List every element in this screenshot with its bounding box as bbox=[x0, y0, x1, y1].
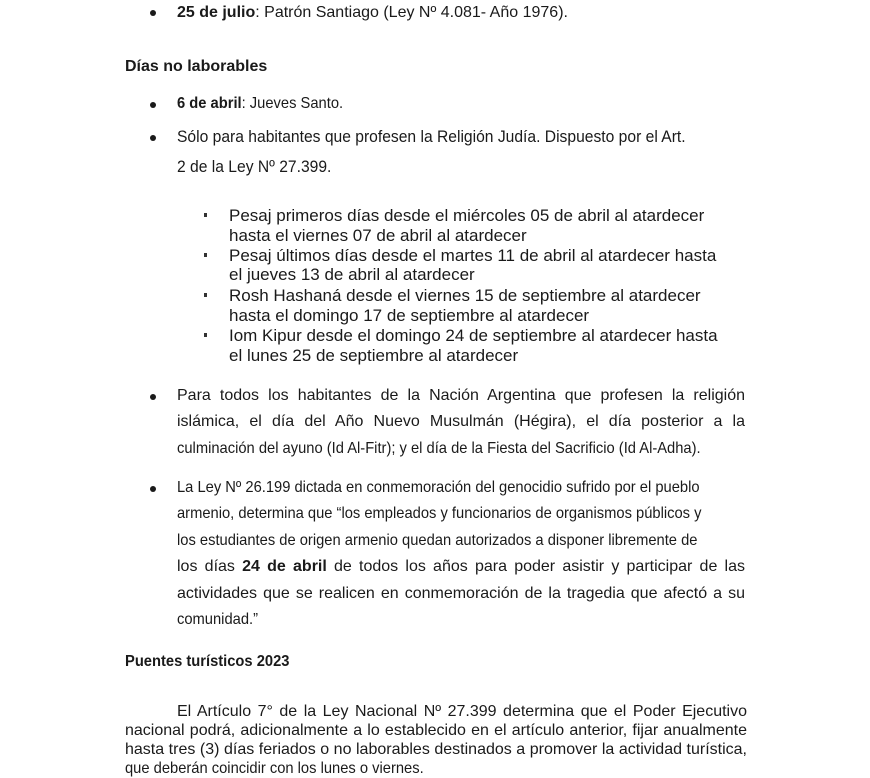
item-date: 25 de julio bbox=[177, 4, 256, 21]
list-item-text: comunidad.” bbox=[177, 611, 259, 628]
bullet-icon bbox=[150, 135, 156, 141]
paragraph-line: nacional podrá, adicionalmente a lo establecido en el artículo anterior, fijar anualmente bbox=[125, 722, 747, 739]
section-heading: Puentes turísticos 2023 bbox=[125, 653, 290, 670]
list-item-text: 2 de la Ley Nº 27.399. bbox=[177, 157, 332, 176]
list-item-text: islámica, el día del Año Nuevo Musulmán (Hégira), el día posterior a la bbox=[177, 413, 745, 430]
bullet-icon bbox=[150, 486, 156, 492]
list-item-text bbox=[177, 558, 745, 576]
list-item bbox=[177, 4, 568, 22]
sub-item-text: el lunes 25 de septiembre al atardecer bbox=[229, 346, 519, 365]
sub-item-text: hasta el domingo 17 de septiembre al atardecer bbox=[229, 306, 590, 325]
item-text: : Patrón Santiago (Ley Nº 4.081- Año 1976). bbox=[255, 4, 568, 21]
list-item-text: los estudiantes de origen armenio quedan autorizados a disponer libremente de bbox=[177, 532, 698, 549]
list-item-text: La Ley Nº 26.199 dictada en conmemoración del genocidio sufrido por el pueblo bbox=[177, 479, 700, 496]
paragraph-line: hasta tres (3) días feriados o no laborables destinados a promover la actividad turística, bbox=[125, 741, 747, 758]
square-bullet-icon bbox=[204, 293, 207, 297]
item-date: 6 de abril bbox=[177, 95, 242, 112]
list-item-text: Sólo para habitantes que profesen la Religión Judía. Dispuesto por el Art. bbox=[177, 127, 686, 146]
section-heading: Días no laborables bbox=[125, 58, 268, 75]
list-item-text: armenio, determina que “los empleados y funcionarios de organismos públicos y bbox=[177, 505, 702, 522]
sub-item-text: hasta el viernes 07 de abril al atardecer bbox=[229, 226, 527, 245]
highlight-date: 24 de abril bbox=[242, 558, 327, 575]
sub-item-text: Rosh Hashaná desde el viernes 15 de septiembre al atardecer bbox=[229, 286, 701, 305]
square-bullet-icon bbox=[204, 333, 207, 337]
list-item bbox=[177, 95, 343, 113]
list-item-text: actividades que se realicen en conmemoración de la tragedia que afectó a su bbox=[177, 585, 745, 602]
sub-item-text: Iom Kipur desde el domingo 24 de septiembre al atardecer hasta bbox=[229, 326, 718, 345]
bullet-icon bbox=[150, 102, 156, 108]
text-segment: de todos los años para poder asistir y participar de las bbox=[326, 558, 745, 575]
paragraph-line: que deberán coincidir con los lunes o viernes. bbox=[125, 760, 424, 777]
list-item-text: Para todos los habitantes de la Nación Argentina que profesen la religión bbox=[177, 387, 745, 404]
square-bullet-icon bbox=[204, 213, 207, 217]
list-item-text: culminación del ayuno (Id Al-Fitr); y el día de la Fiesta del Sacrificio (Id Al-Adha). bbox=[177, 440, 701, 457]
square-bullet-icon bbox=[204, 253, 207, 257]
bullet-icon bbox=[150, 10, 156, 16]
sub-item-text: el jueves 13 de abril al atardecer bbox=[229, 265, 475, 284]
sub-item-text: Pesaj últimos días desde el martes 11 de abril al atardecer hasta bbox=[229, 246, 717, 265]
bullet-icon bbox=[150, 394, 156, 400]
paragraph-line: El Artículo 7° de la Ley Nacional Nº 27.399 determina que el Poder Ejecutivo bbox=[177, 703, 747, 720]
item-text: : Jueves Santo. bbox=[241, 95, 344, 112]
sub-item-text: Pesaj primeros días desde el miércoles 05 de abril al atardecer bbox=[229, 206, 705, 225]
text-segment: los días bbox=[177, 558, 243, 575]
